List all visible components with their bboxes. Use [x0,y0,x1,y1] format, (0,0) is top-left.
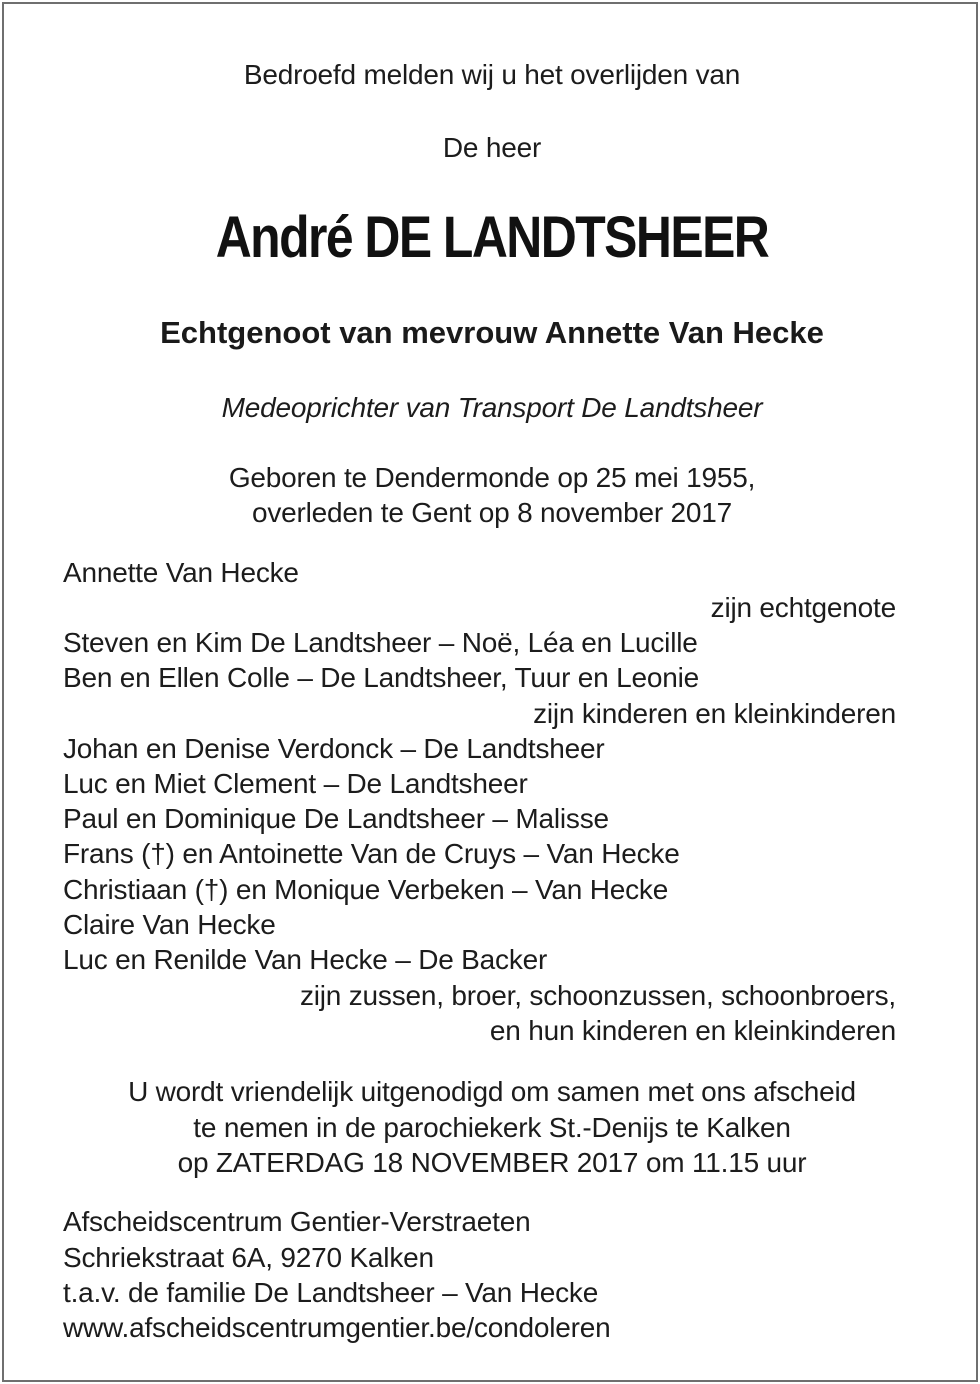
sibling-line: Frans (†) en Antoinette Van de Cruys – Van Hecke [63,838,680,869]
spouse-name: Annette Van Hecke [63,557,299,588]
birth-line: Geboren te Dendermonde op 25 mei 1955, [228,462,756,493]
deceased-name: André DE LANDTSHEER [215,205,769,270]
child-line: Ben en Ellen Colle – De Landtsheer, Tuur en Leonie [63,662,700,693]
death-line: overleden te Gent op 8 november 2017 [251,497,733,528]
contact-line: Afscheidscentrum Gentier-Verstraeten [63,1206,531,1237]
sibling-line: Luc en Miet Clement – De Landtsheer [63,768,528,799]
children-relation: zijn kinderen en kleinkinderen [533,698,896,729]
notice-frame [2,2,978,1382]
ceremony-line: op ZATERDAG 18 NOVEMBER 2017 om 11.15 uur [177,1147,807,1178]
sibling-line: Christiaan (†) en Monique Verbeken – Van Hecke [63,874,669,905]
honorific: De heer [442,132,542,163]
role-line: Medeoprichter van Transport De Landtsheer [221,392,763,423]
spouse-relation: zijn echtgenote [710,592,896,623]
spouse-line: Echtgenoot van mevrouw Annette Van Hecke [160,315,824,350]
contact-line: t.a.v. de familie De Landtsheer – Van Hecke [63,1277,599,1308]
ceremony-line: te nemen in de parochiekerk St.-Denijs te Kalken [193,1112,791,1143]
siblings-relation-continued: en hun kinderen en kleinkinderen [489,1015,896,1046]
sibling-line: Claire Van Hecke [63,909,276,940]
contact-line: Schriekstraat 6A, 9270 Kalken [63,1242,434,1273]
sibling-line: Paul en Dominique De Landtsheer – Malisse [63,803,609,834]
intro-line: Bedroefd melden wij u het overlijden van [243,59,741,90]
ceremony-line: U wordt vriendelijk uitgenodigd om samen met ons afscheid [128,1076,856,1107]
child-line: Steven en Kim De Landtsheer – Noë, Léa en Lucille [63,627,698,658]
siblings-relation: zijn zussen, broer, schoonzussen, schoonbroers, [299,980,896,1011]
sibling-line: Johan en Denise Verdonck – De Landtsheer [63,733,605,764]
condolence-url: www.afscheidscentrumgentier.be/condoleren [63,1312,611,1343]
sibling-line: Luc en Renilde Van Hecke – De Backer [63,944,548,975]
